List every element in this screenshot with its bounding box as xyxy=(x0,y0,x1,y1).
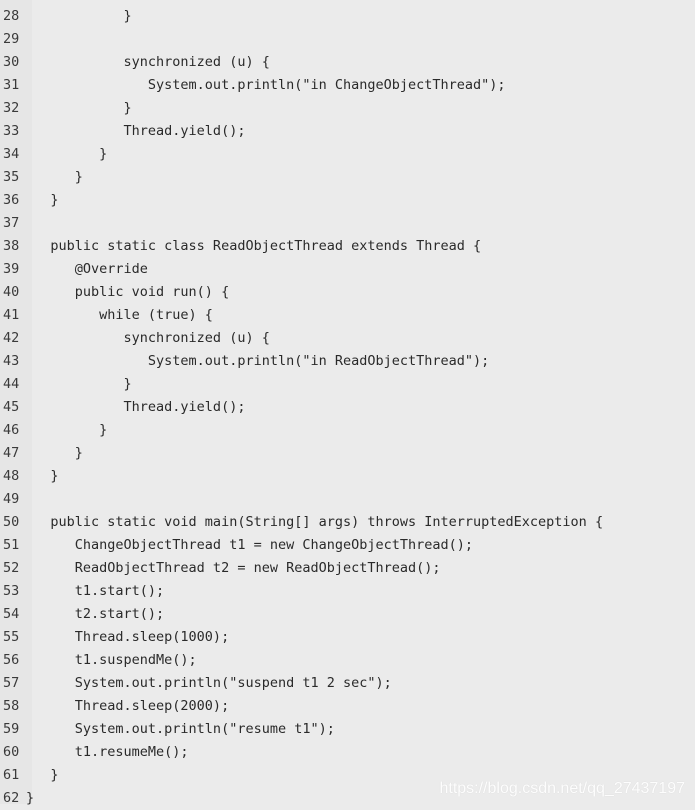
code-text: System.out.println("in ReadObjectThread"); xyxy=(26,353,490,369)
line-number: 43 xyxy=(3,353,20,369)
code-text: } xyxy=(26,8,132,24)
line-number: 46 xyxy=(3,422,20,438)
line-number: 51 xyxy=(3,537,20,553)
line-number: 35 xyxy=(3,169,20,185)
code-text: System.out.println("resume t1"); xyxy=(26,721,335,737)
line-number: 39 xyxy=(3,261,20,277)
watermark-text: https://blog.csdn.net/qq_27437197 xyxy=(439,780,685,797)
code-text: Thread.sleep(2000); xyxy=(26,698,230,714)
line-number: 40 xyxy=(3,284,20,300)
line-number: 55 xyxy=(3,629,20,645)
code-text: } xyxy=(26,100,132,116)
code-text: } xyxy=(26,767,59,783)
line-number: 36 xyxy=(3,192,20,208)
line-number: 37 xyxy=(3,215,20,231)
line-number: 28 xyxy=(3,8,20,24)
line-number: 53 xyxy=(3,583,20,599)
code-text: Thread.yield(); xyxy=(26,123,246,139)
line-number: 47 xyxy=(3,445,20,461)
line-number: 50 xyxy=(3,514,20,530)
line-number: 54 xyxy=(3,606,20,622)
code-text: synchronized (u) { xyxy=(26,330,270,346)
code-text: } xyxy=(26,192,59,208)
line-number: 44 xyxy=(3,376,20,392)
code-text: public static void main(String[] args) throws InterruptedException { xyxy=(26,514,604,530)
code-text: t1.start(); xyxy=(26,583,165,599)
line-number: 52 xyxy=(3,560,20,576)
code-text: t1.resumeMe(); xyxy=(26,744,189,760)
line-number: 41 xyxy=(3,307,20,323)
line-number: 34 xyxy=(3,146,20,162)
line-number: 57 xyxy=(3,675,20,691)
code-text: } xyxy=(26,422,108,438)
code-text: public void run() { xyxy=(26,284,230,300)
line-number: 30 xyxy=(3,54,20,70)
line-number: 56 xyxy=(3,652,20,668)
line-number: 29 xyxy=(3,31,20,47)
code-text: while (true) { xyxy=(26,307,213,323)
line-number: 31 xyxy=(3,77,20,93)
code-text: System.out.println("suspend t1 2 sec"); xyxy=(26,675,392,691)
line-number: 42 xyxy=(3,330,20,346)
code-text: Thread.yield(); xyxy=(26,399,246,415)
line-number: 49 xyxy=(3,491,20,507)
code-text: } xyxy=(26,468,59,484)
code-text: System.out.println("in ChangeObjectThread"); xyxy=(26,77,506,93)
line-number: 38 xyxy=(3,238,20,254)
line-number: 60 xyxy=(3,744,20,760)
code-text: } xyxy=(26,376,132,392)
line-number: 59 xyxy=(3,721,20,737)
line-number: 62 xyxy=(3,790,20,806)
code-text: } xyxy=(26,445,83,461)
line-number: 61 xyxy=(3,767,20,783)
code-text: public static class ReadObjectThread extends Thread { xyxy=(26,238,482,254)
line-number: 58 xyxy=(3,698,20,714)
line-number: 48 xyxy=(3,468,20,484)
code-text: } xyxy=(26,790,35,806)
code-text: ChangeObjectThread t1 = new ChangeObjectThread(); xyxy=(26,537,474,553)
code-text: t2.start(); xyxy=(26,606,165,622)
code-text: } xyxy=(26,169,83,185)
code-text: synchronized (u) { xyxy=(26,54,270,70)
line-number: 32 xyxy=(3,100,20,116)
code-text: } xyxy=(26,146,108,162)
code-text: ReadObjectThread t2 = new ReadObjectThread(); xyxy=(26,560,441,576)
code-text: t1.suspendMe(); xyxy=(26,652,197,668)
code-text: @Override xyxy=(26,261,148,277)
line-number: 33 xyxy=(3,123,20,139)
code-text: Thread.sleep(1000); xyxy=(26,629,230,645)
line-number: 45 xyxy=(3,399,20,415)
